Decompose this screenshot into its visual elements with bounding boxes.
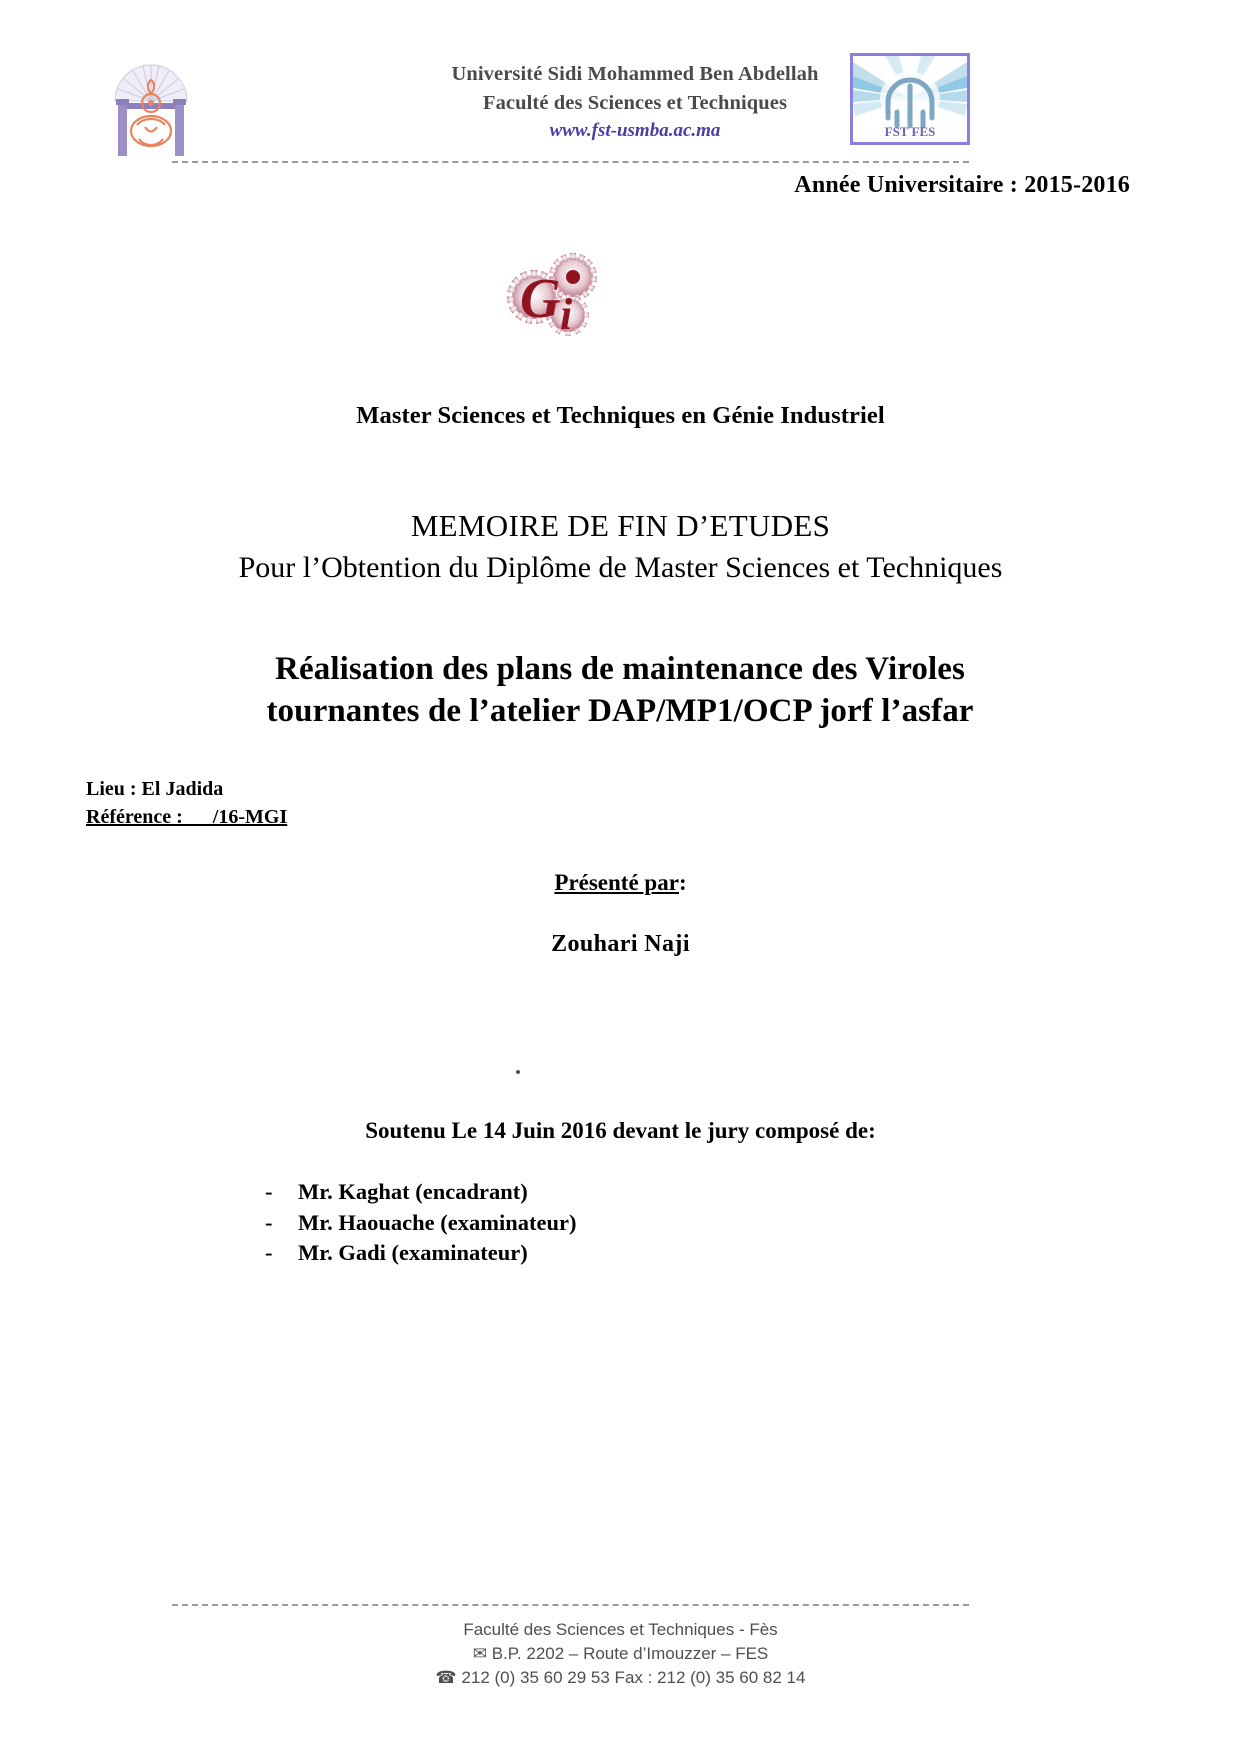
presented-by-colon: : (678, 870, 687, 895)
jury-member-name: Mr. Haouache (examinateur) (298, 1209, 577, 1235)
lieu-line: Lieu : El Jadida (86, 778, 224, 800)
presented-by-label (0, 870, 1241, 896)
meta-block (86, 775, 287, 832)
fst-fes-logo-caption: FST FES (884, 124, 936, 139)
list-item (265, 1238, 577, 1269)
faculty-name: Faculté des Sciences et Techniques (482, 92, 788, 115)
footer-address: B.P. 2202 – Route d’Imouzzer – FES (491, 1644, 769, 1664)
document-type: MEMOIRE DE FIN D’ETUDES (410, 508, 831, 543)
genie-industriel-logo (490, 245, 608, 337)
jury-member-name: Mr. Gadi (examinateur) (298, 1240, 528, 1266)
document-footer (0, 1618, 1241, 1690)
header-divider (172, 161, 969, 163)
jury-list (265, 1177, 577, 1269)
footer-faculty: Faculté des Sciences et Techniques - Fès (463, 1620, 778, 1639)
page-title (120, 648, 1120, 732)
header-institution-text (345, 60, 925, 145)
footer-address-row (0, 1642, 1241, 1666)
academic-year: Année Universitaire : 2015-2016 (794, 172, 1130, 198)
defense-statement: Soutenu Le 14 Juin 2016 devant le jury composé de: (365, 1118, 876, 1143)
program-name: Master Sciences et Techniques en Génie Industriel (356, 402, 885, 429)
page-title-line-1: Réalisation des plans de maintenance des Viroles (275, 651, 965, 687)
jury-dash-icon: - (265, 1240, 273, 1266)
presented-by-label-text: Présenté par (554, 870, 679, 895)
stray-dot-mark (516, 1070, 520, 1074)
document-header (95, 50, 1155, 165)
university-name: Université Sidi Mohammed Ben Abdellah (451, 63, 819, 85)
fst-fes-logo (850, 53, 970, 145)
jury-member-name: Mr. Kaghat (encadrant) (298, 1179, 528, 1204)
reference-line: Référence : /16-MGI (86, 806, 288, 829)
jury-dash-icon: - (265, 1179, 273, 1204)
footer-phone: 212 (0) 35 60 29 53 Fax : 212 (0) 35 60 82 14 (461, 1668, 806, 1688)
page-title-line-2: tournantes de l’atelier DAP/MP1/OCP jorf l’asfar (266, 693, 974, 730)
mail-icon: ✉ (472, 1644, 487, 1665)
footer-divider (172, 1604, 969, 1606)
author-name: Zouhari Naji (551, 931, 690, 957)
jury-dash-icon: - (265, 1209, 273, 1235)
list-item (265, 1177, 577, 1208)
usmba-seal-logo (105, 55, 197, 160)
document-purpose: Pour l’Obtention du Diplôme de Master Sciences et Techniques (238, 551, 1003, 584)
phone-icon: ☎ (435, 1668, 457, 1689)
gi-logo-letter-g: G (520, 268, 561, 330)
list-item (265, 1208, 577, 1239)
faculty-website: www.fst-usmba.ac.ma (549, 120, 721, 142)
footer-phone-row (0, 1666, 1241, 1690)
gi-logo-letter-i: i (560, 290, 573, 337)
